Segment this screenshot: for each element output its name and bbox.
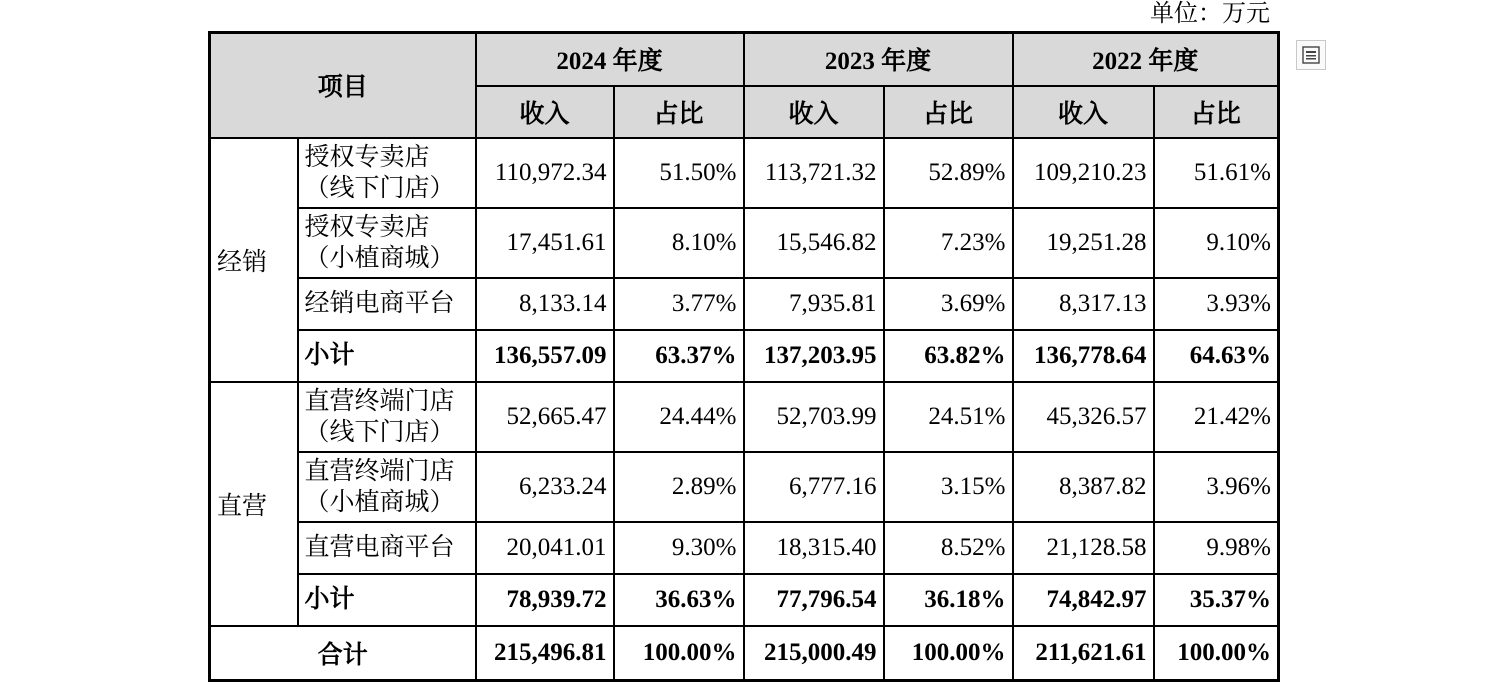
group-label-direct: 直营 bbox=[210, 382, 298, 626]
header-ratio: 占比 bbox=[884, 86, 1013, 138]
cell-value: 100.00% bbox=[1154, 626, 1279, 681]
cell-value: 113,721.32 bbox=[744, 138, 884, 208]
row-label: 直营电商平台 bbox=[298, 522, 476, 574]
cell-value: 100.00% bbox=[614, 626, 744, 681]
table-row bbox=[210, 138, 1279, 208]
header-row-years bbox=[210, 33, 1279, 86]
table-row bbox=[210, 522, 1279, 574]
unit-label: 单位：万元 bbox=[1150, 1, 1270, 27]
cell-value: 20,041.01 bbox=[476, 522, 614, 574]
cell-value: 211,621.61 bbox=[1013, 626, 1154, 681]
row-label: 直营终端门店 （小植商城） bbox=[298, 452, 476, 522]
cell-value: 136,557.09 bbox=[476, 330, 614, 382]
cell-value: 3.96% bbox=[1154, 452, 1279, 522]
cell-value: 15,546.82 bbox=[744, 208, 884, 278]
cell-value: 45,326.57 bbox=[1013, 382, 1154, 452]
cell-value: 18,315.40 bbox=[744, 522, 884, 574]
cell-value: 109,210.23 bbox=[1013, 138, 1154, 208]
cell-value: 215,496.81 bbox=[476, 626, 614, 681]
cell-value: 8,387.82 bbox=[1013, 452, 1154, 522]
group-label-distribution: 经销 bbox=[210, 138, 298, 382]
header-income: 收入 bbox=[744, 86, 884, 138]
cell-value: 136,778.64 bbox=[1013, 330, 1154, 382]
header-ratio: 占比 bbox=[1154, 86, 1279, 138]
cell-value: 63.82% bbox=[884, 330, 1013, 382]
total-label: 合计 bbox=[210, 626, 476, 681]
cell-value: 21,128.58 bbox=[1013, 522, 1154, 574]
cell-value: 3.93% bbox=[1154, 278, 1279, 330]
cell-value: 110,972.34 bbox=[476, 138, 614, 208]
total-row bbox=[210, 626, 1279, 681]
cell-value: 77,796.54 bbox=[744, 574, 884, 626]
subtotal-row bbox=[210, 574, 1279, 626]
cell-value: 137,203.95 bbox=[744, 330, 884, 382]
header-year-2024: 2024 年度 bbox=[476, 33, 744, 86]
subtotal-label: 小计 bbox=[298, 574, 476, 626]
cell-value: 8,317.13 bbox=[1013, 278, 1154, 330]
screenshot-icon[interactable] bbox=[1296, 40, 1326, 70]
cell-value: 8,133.14 bbox=[476, 278, 614, 330]
cell-value: 6,233.24 bbox=[476, 452, 614, 522]
cell-value: 35.37% bbox=[1154, 574, 1279, 626]
table-row bbox=[210, 382, 1279, 452]
subtotal-label: 小计 bbox=[298, 330, 476, 382]
cell-value: 63.37% bbox=[614, 330, 744, 382]
table-row bbox=[210, 452, 1279, 522]
table-row bbox=[210, 278, 1279, 330]
cell-value: 215,000.49 bbox=[744, 626, 884, 681]
cell-value: 52,665.47 bbox=[476, 382, 614, 452]
cell-value: 64.63% bbox=[1154, 330, 1279, 382]
cell-value: 7.23% bbox=[884, 208, 1013, 278]
screenshot-icon-glyph bbox=[1301, 45, 1321, 65]
header-ratio: 占比 bbox=[614, 86, 744, 138]
cell-value: 8.10% bbox=[614, 208, 744, 278]
cell-value: 3.15% bbox=[884, 452, 1013, 522]
cell-value: 100.00% bbox=[884, 626, 1013, 681]
cell-value: 9.30% bbox=[614, 522, 744, 574]
cell-value: 2.89% bbox=[614, 452, 744, 522]
cell-value: 78,939.72 bbox=[476, 574, 614, 626]
cell-value: 9.10% bbox=[1154, 208, 1279, 278]
header-income: 收入 bbox=[1013, 86, 1154, 138]
cell-value: 52,703.99 bbox=[744, 382, 884, 452]
cell-value: 24.51% bbox=[884, 382, 1013, 452]
cell-value: 24.44% bbox=[614, 382, 744, 452]
cell-value: 9.98% bbox=[1154, 522, 1279, 574]
cell-value: 74,842.97 bbox=[1013, 574, 1154, 626]
cell-value: 51.61% bbox=[1154, 138, 1279, 208]
cell-value: 8.52% bbox=[884, 522, 1013, 574]
cell-value: 36.63% bbox=[614, 574, 744, 626]
revenue-table bbox=[208, 31, 1280, 682]
cell-value: 19,251.28 bbox=[1013, 208, 1154, 278]
header-income: 收入 bbox=[476, 86, 614, 138]
header-year-2022: 2022 年度 bbox=[1013, 33, 1279, 86]
row-label: 直营终端门店 （线下门店） bbox=[298, 382, 476, 452]
cell-value: 3.77% bbox=[614, 278, 744, 330]
subtotal-row bbox=[210, 330, 1279, 382]
header-item: 项目 bbox=[210, 33, 476, 138]
cell-value: 3.69% bbox=[884, 278, 1013, 330]
cell-value: 6,777.16 bbox=[744, 452, 884, 522]
cell-value: 36.18% bbox=[884, 574, 1013, 626]
row-label: 授权专卖店 （线下门店） bbox=[298, 138, 476, 208]
row-label: 经销电商平台 bbox=[298, 278, 476, 330]
header-year-2023: 2023 年度 bbox=[744, 33, 1013, 86]
cell-value: 52.89% bbox=[884, 138, 1013, 208]
cell-value: 21.42% bbox=[1154, 382, 1279, 452]
cell-value: 17,451.61 bbox=[476, 208, 614, 278]
table-row bbox=[210, 208, 1279, 278]
cell-value: 51.50% bbox=[614, 138, 744, 208]
row-label: 授权专卖店 （小植商城） bbox=[298, 208, 476, 278]
cell-value: 7,935.81 bbox=[744, 278, 884, 330]
